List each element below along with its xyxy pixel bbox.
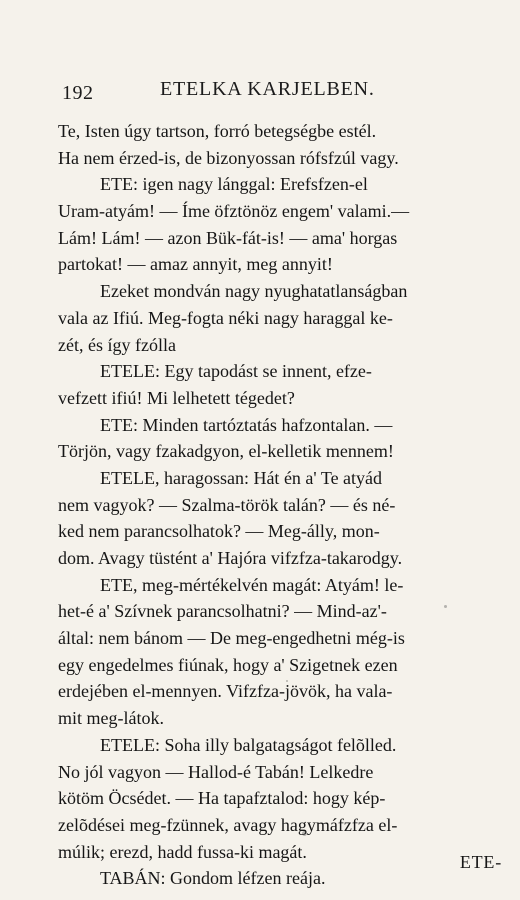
ink-speck xyxy=(302,831,307,836)
text-line: mit meg-látok. xyxy=(58,708,164,729)
text-line: egy engedelmes fiúnak, hogy a' Szigetnek ezen xyxy=(58,654,398,675)
text-line: No jól vagyon — Hallod-é Tabán! Lelkedre xyxy=(58,761,374,782)
text-line: het-é a' Szívnek parancsolhatni? — Mind-az'- xyxy=(58,601,387,622)
text-line: erdejében el-mennyen. Vifzfza-jövök, ha vala- xyxy=(58,681,393,702)
text-line: zelõdései meg-fzünnek, avagy hagymáfzfza el- xyxy=(58,814,398,835)
text-line: ETE: igen nagy lánggal: Erefsfzen-el xyxy=(100,174,368,195)
text-line: Ezeket mondván nagy nyughatatlanságban xyxy=(100,281,408,302)
text-line: Uram-atyám! — Íme öfztönöz engem' valami.— xyxy=(58,201,410,222)
text-line: múlik; erezd, hadd fussa-ki magát. xyxy=(58,841,307,862)
text-line: kötöm Öcsédet. — Ha tapafztalod: hogy kép- xyxy=(58,788,386,809)
text-line: ETE, meg-mértékelvén magát: Atyám! le- xyxy=(100,574,404,595)
text-line: dom. Avagy tüstént a' Hajóra vifzfza-takarodgy. xyxy=(58,548,403,568)
text-line: ked nem parancsolhatok? — Meg-álly, mon- xyxy=(58,521,380,542)
ink-speck xyxy=(286,680,288,682)
text-line: ETELE: Soha illy balgatagságot felõlled. xyxy=(100,734,397,755)
body-text xyxy=(58,118,498,892)
text-line: partokat! — amaz annyit, meg annyit! xyxy=(58,254,333,275)
text-line: vefzett ifiú! Mi lelhetett tégedet? xyxy=(58,387,295,408)
page-header xyxy=(62,78,492,104)
text-line: ETELE: Egy tapodást se innent, efze- xyxy=(100,361,372,382)
text-line: Ha nem érzed-is, de bizonyossan rófsfzúl vagy. xyxy=(58,147,399,168)
ink-speck xyxy=(444,605,447,608)
catchword: ETE- xyxy=(459,852,502,872)
text-line: ETE: Minden tartóztatás hafzontalan. — xyxy=(100,414,393,435)
running-head: ETELKA KARJELBEN. xyxy=(160,78,375,100)
text-line: Lám! Lám! — azon Bük-fát-is! — ama' horgas xyxy=(58,227,398,248)
page-number: 192 xyxy=(62,82,94,104)
text-line: Te, Isten úgy tartson, forró betegségbe estél. xyxy=(58,121,377,141)
text-line: Törjön, vagy fzakadgyon, el-kelletik mennem! xyxy=(58,441,394,462)
text-line: vala az Ifiú. Meg-fogta néki nagy haraggal ke- xyxy=(58,307,393,328)
text-line: ETELE, haragossan: Hát én a' Te atyád xyxy=(100,467,383,488)
text-line: nem vagyok? — Szalma-török talán? — és né- xyxy=(58,494,396,515)
text-line: TABÁN: Gondom léfzen reája. xyxy=(100,868,326,889)
text-line: zét, és így fzólla xyxy=(58,334,176,355)
text-line: által: nem bánom — De meg-engedhetni még-is xyxy=(58,628,405,649)
